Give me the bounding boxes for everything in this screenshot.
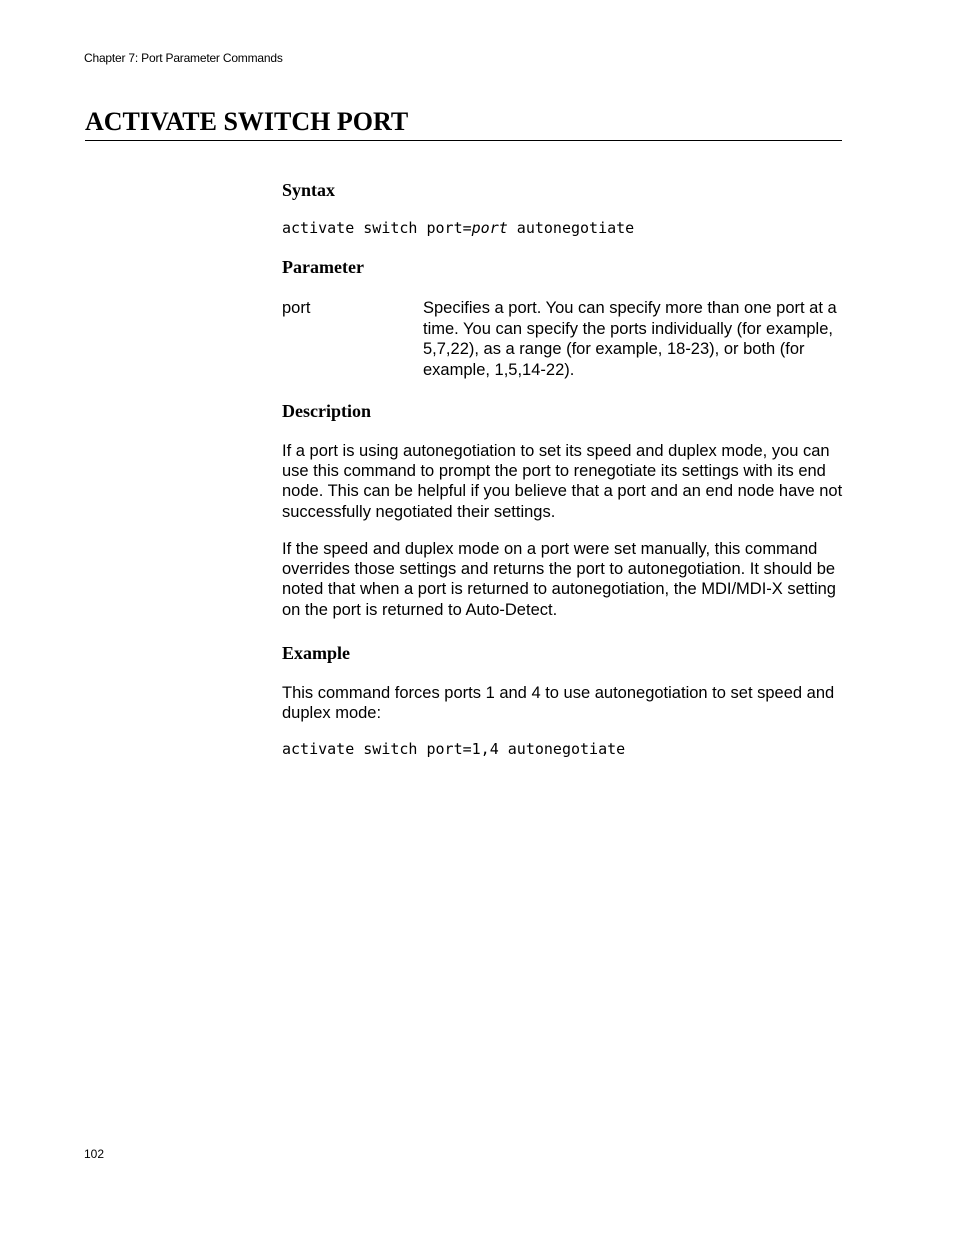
running-header: Chapter 7: Port Parameter Commands [84, 51, 283, 65]
example-text: This command forces ports 1 and 4 to use autonegotiation to set speed and duplex mode: [282, 684, 835, 723]
parameter-description: Specifies a port. You can specify more than one port at a time. You can specify the ports individually (for example, 5,7,22), as a range (for example, 18-23), or both (for example, 1,5,14-22). [423, 299, 837, 379]
example-heading: Example [282, 643, 351, 663]
description-heading: Description [282, 401, 371, 421]
syntax-command-suffix: autonegotiate [507, 219, 635, 237]
title-rule [85, 140, 842, 141]
parameter-heading: Parameter [282, 257, 364, 277]
page-title: ACTIVATE SWITCH PORT [85, 107, 409, 136]
syntax-heading: Syntax [282, 180, 336, 200]
syntax-command-arg: port [471, 219, 508, 237]
description-paragraph-2: If the speed and duplex mode on a port were set manually, this command overrides those settings and returns the port to autonegotiation. It should be noted that when a port is returned to autonegotiation, the MDI/MDI-X setting on the port is returned to Auto-Detect. [282, 540, 836, 619]
description-paragraph-1: If a port is using autonegotiation to set its speed and duplex mode, you can use this command to prompt the port to renegotiate its settings with its end node. This can be helpful if you believe that a port and an end node have not successfully negotiated their settings. [282, 442, 843, 521]
syntax-command [282, 219, 634, 237]
page-number: 102 [84, 1147, 105, 1161]
parameter-name: port [282, 299, 311, 317]
example-command: activate switch port=1,4 autonegotiate [282, 740, 626, 758]
syntax-command-prefix: activate switch port= [282, 219, 472, 237]
